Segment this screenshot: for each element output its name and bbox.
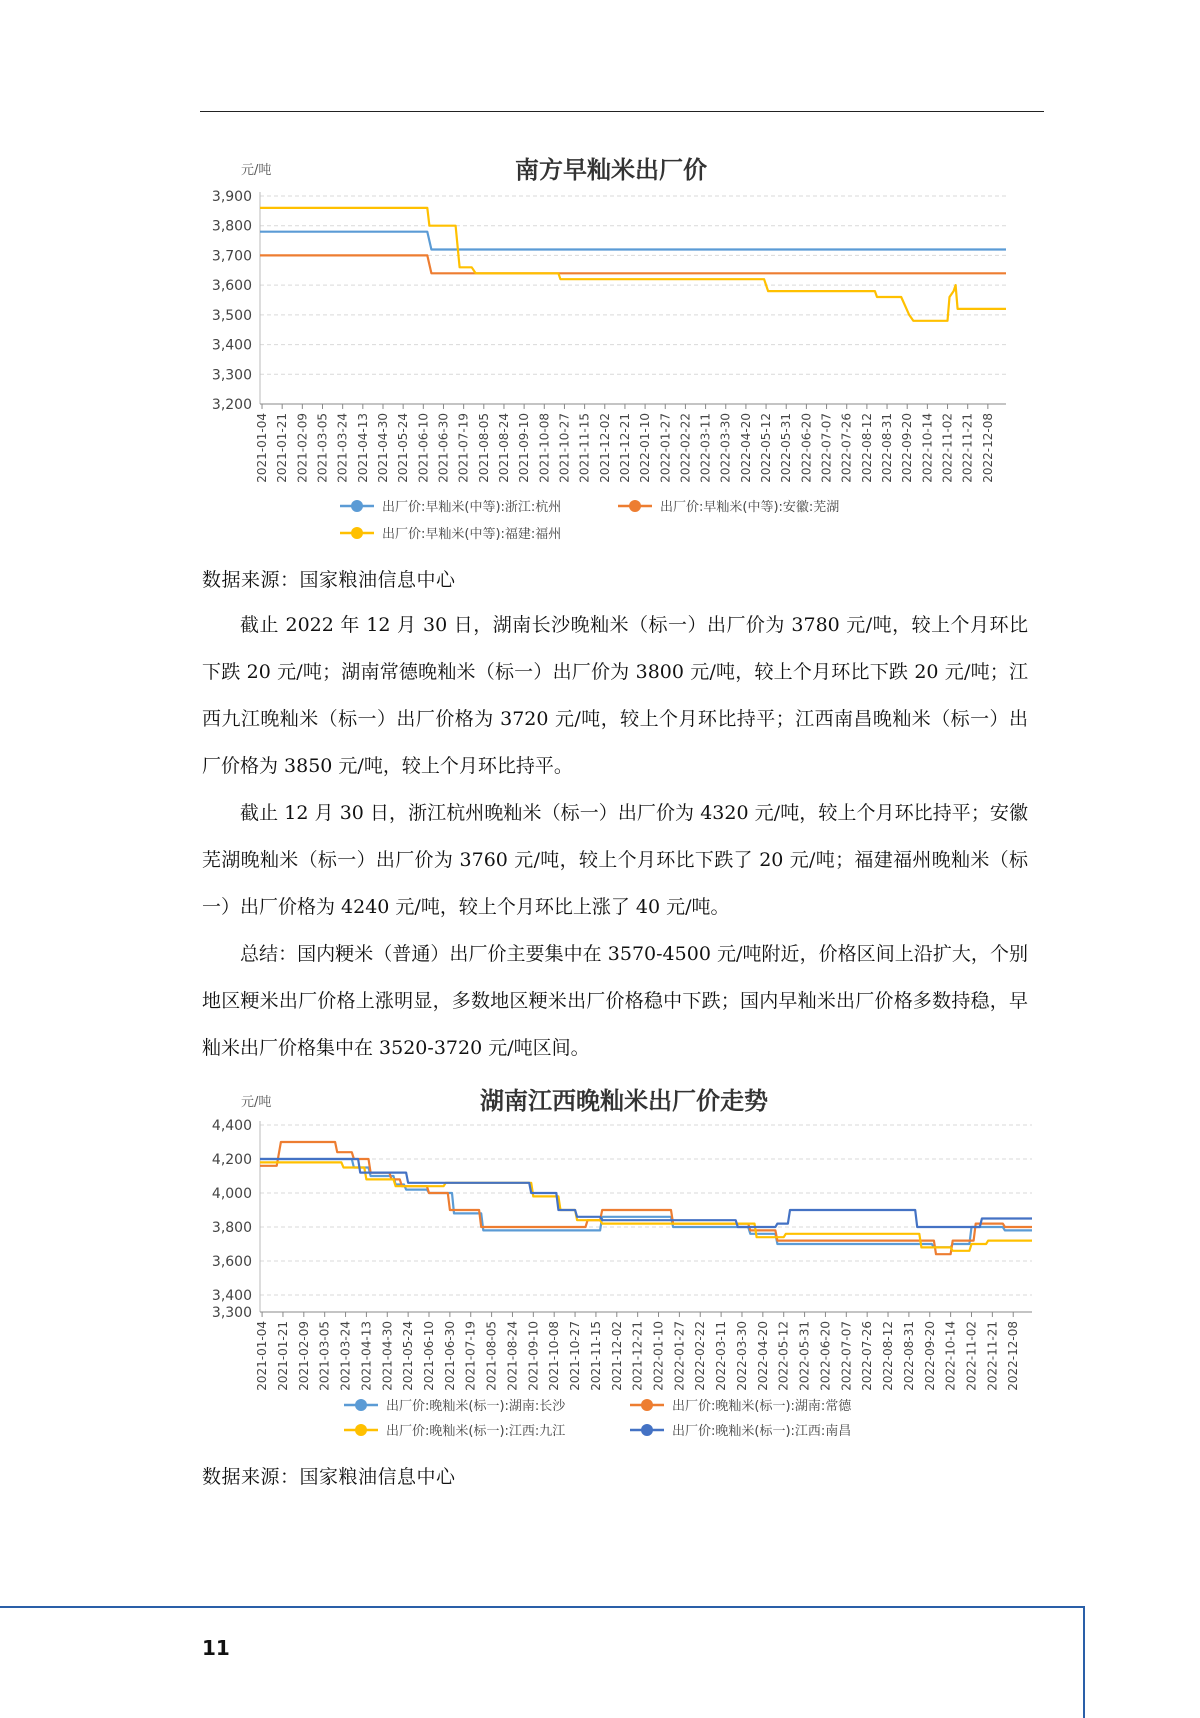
x-tick-label: 2021-02-09 bbox=[295, 413, 310, 483]
series-line-2 bbox=[260, 255, 1006, 273]
legend-item-3 bbox=[340, 526, 561, 542]
x-tick-label: 2021-10-27 bbox=[568, 1321, 583, 1391]
x-tick-label: 2021-04-13 bbox=[355, 413, 370, 483]
x-tick-label: 2021-09-10 bbox=[517, 413, 532, 483]
x-tick-label: 2022-05-12 bbox=[776, 1321, 791, 1391]
legend-swatch-dot bbox=[355, 1399, 367, 1411]
x-tick-label: 2022-12-08 bbox=[1006, 1321, 1021, 1391]
x-tick-label: 2021-07-19 bbox=[456, 413, 471, 483]
x-tick-label: 2022-11-21 bbox=[960, 413, 975, 483]
x-tick-label: 2021-04-30 bbox=[375, 413, 390, 483]
x-tick-label: 2021-01-21 bbox=[275, 1321, 290, 1391]
legend-swatch-dot bbox=[641, 1399, 653, 1411]
x-tick-label: 2022-02-22 bbox=[678, 413, 693, 483]
x-tick-label: 2021-12-21 bbox=[630, 1321, 645, 1391]
series-line-3 bbox=[260, 208, 1006, 321]
page-number: 11 bbox=[202, 1636, 230, 1660]
x-tick-label: 2021-06-10 bbox=[422, 1321, 437, 1391]
x-tick-label: 2022-11-21 bbox=[985, 1321, 1000, 1391]
legend-item-3 bbox=[344, 1423, 565, 1439]
x-tick-label: 2022-03-30 bbox=[734, 1321, 749, 1391]
x-tick-label: 2022-05-12 bbox=[759, 413, 774, 483]
x-tick-label: 2021-04-30 bbox=[380, 1321, 395, 1391]
x-tick-label: 2022-05-31 bbox=[797, 1321, 812, 1391]
y-tick-label: 3,600 bbox=[211, 278, 252, 295]
x-tick-label: 2022-11-02 bbox=[964, 1321, 979, 1391]
y-tick-label: 3,300 bbox=[211, 367, 252, 384]
chart-title: 南方早籼米出厂价 bbox=[515, 156, 707, 184]
legend-label: 出厂价:晚籼米(标一):江西:九江 bbox=[386, 1424, 566, 1439]
x-tick-label: 2021-04-13 bbox=[359, 1321, 374, 1391]
x-tick-label: 2022-05-31 bbox=[779, 413, 794, 483]
legend-item-1 bbox=[340, 499, 561, 515]
x-tick-label: 2022-01-27 bbox=[658, 413, 673, 483]
x-tick-label: 2021-11-15 bbox=[588, 1321, 603, 1391]
x-tick-label: 2022-08-31 bbox=[880, 413, 895, 483]
y-tick-label: 3,200 bbox=[211, 397, 252, 413]
chart-svg bbox=[200, 1080, 1044, 1450]
x-tick-label: 2022-07-07 bbox=[819, 413, 834, 483]
legend-item-4 bbox=[630, 1423, 851, 1439]
y-tick-label: 3,500 bbox=[211, 307, 252, 324]
footer-frame bbox=[0, 1606, 1085, 1718]
x-tick-label: 2022-01-10 bbox=[638, 413, 653, 483]
x-tick-label: 2022-04-20 bbox=[738, 413, 753, 483]
y-tick-label: 3,800 bbox=[211, 218, 252, 235]
x-tick-label: 2021-03-05 bbox=[315, 413, 330, 483]
x-tick-label: 2021-06-30 bbox=[442, 1321, 457, 1391]
early-indica-rice-chart bbox=[200, 148, 1044, 558]
legend-item-1 bbox=[344, 1398, 566, 1414]
chart-svg bbox=[200, 148, 1044, 558]
y-tick-label: 3,800 bbox=[211, 1220, 252, 1236]
legend-item-2 bbox=[618, 499, 839, 515]
x-tick-label: 2022-09-20 bbox=[900, 413, 915, 483]
paragraph-summary: 总结：国内粳米（普通）出厂价主要集中在 3570-4500 元/吨附近，价格区间上沿扩大，个别地区粳米出厂价格上涨明显，多数地区粳米出厂价格稳中下跌；国内早籼米出厂价格多数持稳，早籼米出厂价格集中在 3520-3720 元/吨区间。 bbox=[202, 943, 1028, 1059]
x-tick-label: 2021-12-02 bbox=[597, 413, 612, 483]
x-tick-label: 2021-09-10 bbox=[526, 1321, 541, 1391]
legend-label: 出厂价:晚籼米(标一):湖南:常德 bbox=[672, 1399, 852, 1414]
late-indica-rice-chart bbox=[200, 1080, 1044, 1450]
x-tick-label: 2021-03-24 bbox=[335, 413, 350, 483]
legend-swatch-dot bbox=[641, 1424, 653, 1436]
y-tick-label: 3,400 bbox=[211, 1288, 252, 1304]
legend-label: 出厂价:晚籼米(标一):江西:南昌 bbox=[672, 1424, 852, 1439]
x-tick-label: 2022-08-12 bbox=[881, 1321, 896, 1391]
x-tick-label: 2021-01-04 bbox=[255, 1321, 270, 1391]
x-tick-label: 2022-10-14 bbox=[943, 1321, 958, 1391]
x-tick-label: 2021-07-19 bbox=[463, 1321, 478, 1391]
legend-label: 出厂价:早籼米(中等):安徽:芜湖 bbox=[660, 500, 840, 515]
legend-swatch-dot bbox=[355, 1424, 367, 1436]
x-tick-label: 2022-11-02 bbox=[940, 413, 955, 483]
x-tick-label: 2021-03-05 bbox=[317, 1321, 332, 1391]
y-tick-label: 4,000 bbox=[211, 1186, 252, 1202]
x-tick-label: 2022-06-20 bbox=[799, 413, 814, 483]
chart-title: 湖南江西晚籼米出厂价走势 bbox=[480, 1087, 768, 1115]
x-tick-label: 2021-10-08 bbox=[537, 413, 552, 483]
y-axis-unit: 元/吨 bbox=[241, 1095, 272, 1110]
x-tick-label: 2022-09-20 bbox=[922, 1321, 937, 1391]
series-line-1 bbox=[260, 232, 1006, 250]
x-tick-label: 2021-01-04 bbox=[255, 413, 270, 483]
legend-item-2 bbox=[630, 1398, 852, 1414]
legend-swatch-dot bbox=[629, 500, 641, 512]
x-tick-label: 2022-03-11 bbox=[698, 413, 713, 483]
paragraph-late-indica-hunan-jiangxi: 截止 2022 年 12 月 30 日，湖南长沙晚籼米（标一）出厂价为 3780 元/吨，较上个月环比下跌 20 元/吨；湖南常德晚籼米（标一）出厂价为 3800 元/吨，较上个月环比下跌 20 元/吨；江西九江晚籼米（标一）出厂价格为 3720 元/吨，较上个月环比持平；江西南昌晚籼米（标一）出厂价格为 3850 元/吨，较上个月环比持平。 bbox=[202, 614, 1028, 777]
y-tick-label: 3,700 bbox=[211, 248, 252, 265]
x-tick-label: 2021-10-08 bbox=[547, 1321, 562, 1391]
legend-swatch-dot bbox=[351, 527, 363, 539]
x-tick-label: 2021-02-09 bbox=[296, 1321, 311, 1391]
chart1-source: 数据来源：国家粮油信息中心 bbox=[202, 569, 456, 591]
x-tick-label: 2021-08-05 bbox=[484, 1321, 499, 1391]
paragraph-late-indica-zhejiang-anhui-fujian: 截止 12 月 30 日，浙江杭州晚籼米（标一）出厂价为 4320 元/吨，较上个月环比持平；安徽芜湖晚籼米（标一）出厂价为 3760 元/吨，较上个月环比下跌了 20 元/吨；福建福州晚籼米（标一）出厂价格为 4240 元/吨，较上个月环比上涨了 40 元/吨。 bbox=[202, 802, 1028, 918]
y-tick-label: 3,900 bbox=[211, 189, 252, 205]
x-tick-label: 2022-01-27 bbox=[672, 1321, 687, 1391]
x-tick-label: 2022-06-20 bbox=[818, 1321, 833, 1391]
y-tick-label: 3,600 bbox=[211, 1254, 252, 1270]
chart2-source: 数据来源：国家粮油信息中心 bbox=[202, 1466, 456, 1488]
x-tick-label: 2022-03-30 bbox=[718, 413, 733, 483]
x-tick-label: 2022-01-10 bbox=[651, 1321, 666, 1391]
x-tick-label: 2022-10-14 bbox=[920, 413, 935, 483]
legend-label: 出厂价:早籼米(中等):浙江:杭州 bbox=[382, 500, 562, 515]
x-tick-label: 2022-03-11 bbox=[714, 1321, 729, 1391]
x-tick-label: 2022-08-12 bbox=[859, 413, 874, 483]
x-tick-label: 2021-08-24 bbox=[496, 413, 511, 483]
x-tick-label: 2021-11-15 bbox=[577, 413, 592, 483]
x-tick-label: 2022-04-20 bbox=[755, 1321, 770, 1391]
x-tick-label: 2021-03-24 bbox=[338, 1321, 353, 1391]
x-tick-label: 2021-06-30 bbox=[436, 413, 451, 483]
x-tick-label: 2021-08-05 bbox=[476, 413, 491, 483]
x-tick-label: 2022-08-31 bbox=[901, 1321, 916, 1391]
x-tick-label: 2021-12-21 bbox=[617, 413, 632, 483]
x-tick-label: 2022-07-07 bbox=[839, 1321, 854, 1391]
x-tick-label: 2021-01-21 bbox=[275, 413, 290, 483]
y-tick-label: 3,400 bbox=[211, 337, 252, 354]
x-tick-label: 2021-05-24 bbox=[396, 413, 411, 483]
x-tick-label: 2021-08-24 bbox=[505, 1321, 520, 1391]
legend-label: 出厂价:早籼米(中等):福建:福州 bbox=[382, 527, 562, 542]
x-tick-label: 2022-07-26 bbox=[860, 1321, 875, 1391]
x-tick-label: 2021-10-27 bbox=[557, 413, 572, 483]
legend-swatch-dot bbox=[351, 500, 363, 512]
x-tick-label: 2022-12-08 bbox=[980, 413, 995, 483]
x-tick-label: 2022-07-26 bbox=[839, 413, 854, 483]
x-tick-label: 2021-06-10 bbox=[416, 413, 431, 483]
header-rule bbox=[200, 111, 1044, 112]
legend-label: 出厂价:晚籼米(标一):湖南:长沙 bbox=[386, 1399, 566, 1414]
y-tick-label: 3,300 bbox=[211, 1305, 252, 1321]
y-tick-label: 4,200 bbox=[211, 1152, 252, 1168]
x-tick-label: 2021-12-02 bbox=[609, 1321, 624, 1391]
y-axis-unit: 元/吨 bbox=[241, 163, 272, 178]
y-tick-label: 4,400 bbox=[211, 1118, 252, 1134]
x-tick-label: 2021-05-24 bbox=[401, 1321, 416, 1391]
x-tick-label: 2022-02-22 bbox=[693, 1321, 708, 1391]
